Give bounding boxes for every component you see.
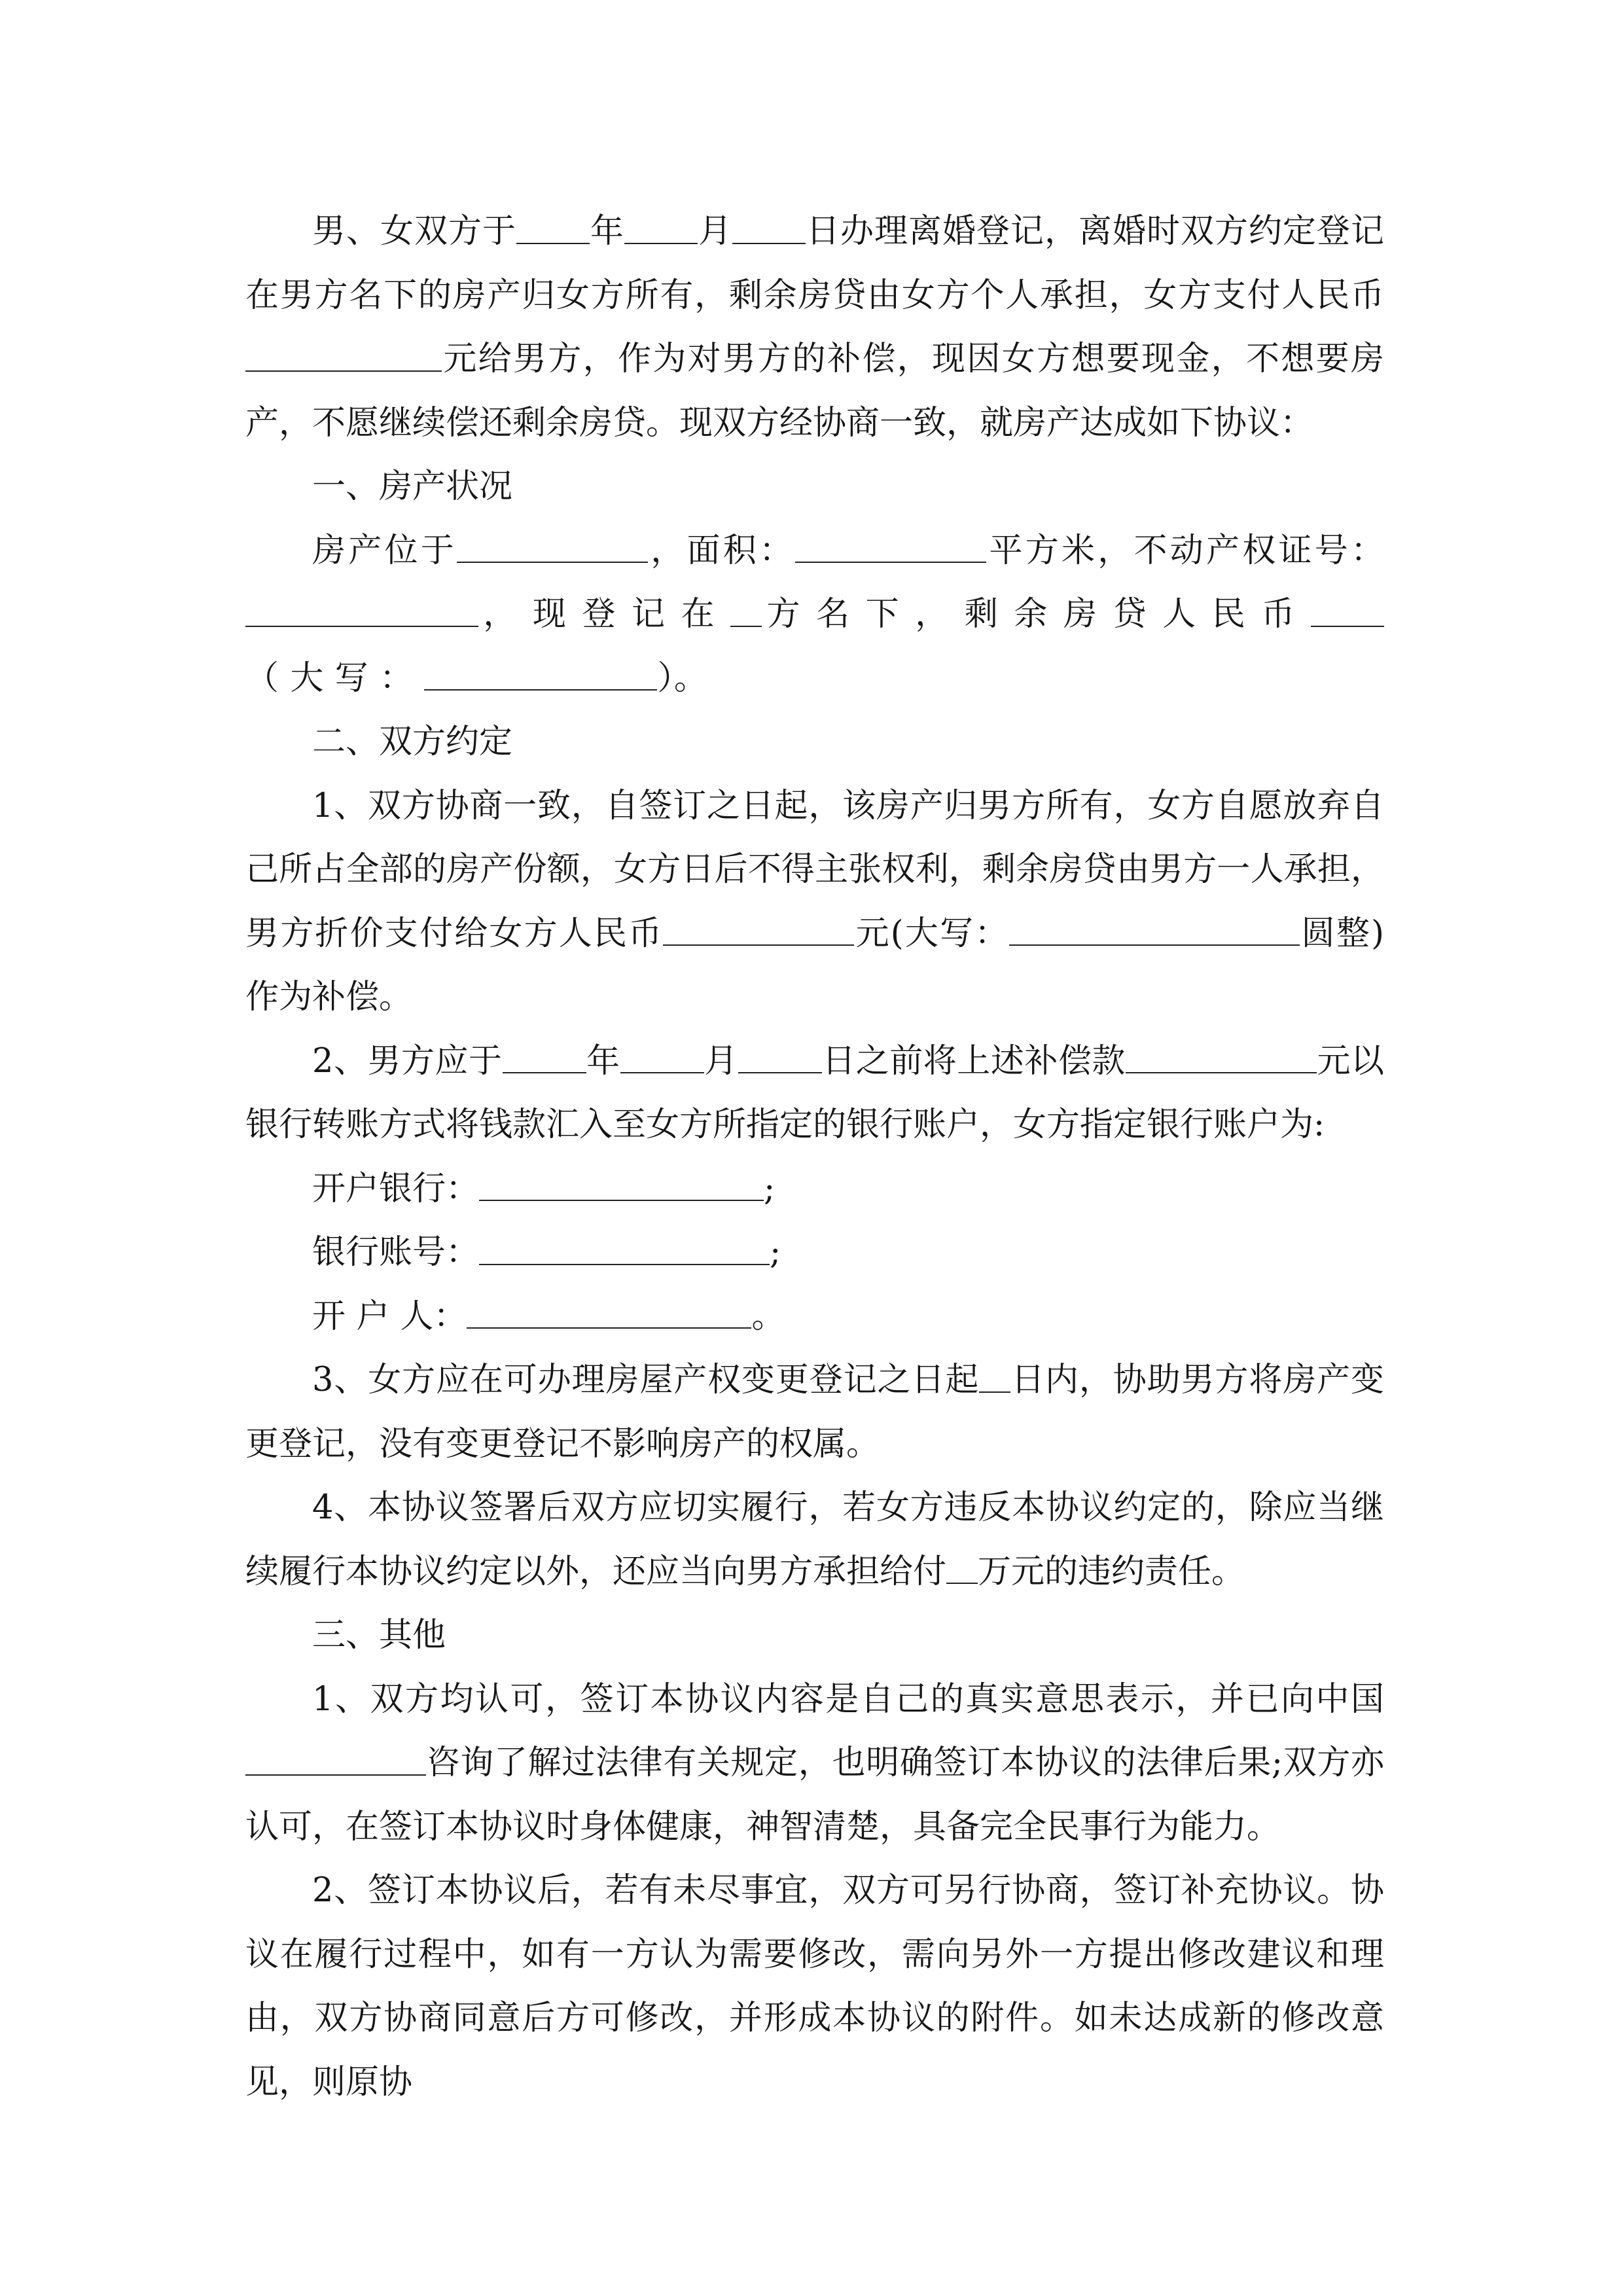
blank-amount[interactable] (245, 338, 442, 371)
clause-paragraph: 1、双方协商一致，自签订之日起，该房产归男方所有，女方自愿放弃自己所占全部的房产份额，女方日后不得主张权利，剩余房贷由男方一人承担，男方折价支付给女方人民币 元(大写： 圆整)作为补偿。 (245, 786, 1384, 1016)
clause-paragraph: 4、本协议签署后双方应切实履行，若女方违反本协议约定的，除应当继续履行本协议约定以外，还应当向男方承担给付 万元的违约责任。 (245, 1488, 1384, 1591)
blank-pay-day[interactable] (738, 1041, 822, 1073)
blank-pay-month[interactable] (620, 1041, 704, 1073)
blank-account-holder[interactable] (467, 1296, 751, 1329)
clause-paragraph: 3、女方应在可办理房屋产权变更登记之日起 日内，协助男方将房产变更登记，没有变更登记不影响房产的权属。 (245, 1361, 1384, 1463)
section-heading: 一、房产状况 (312, 467, 513, 506)
bank-name-line: 开户银行： ; (312, 1169, 776, 1208)
blank-penalty[interactable] (946, 1551, 978, 1584)
blank-bank-name[interactable] (479, 1168, 764, 1201)
blank-bank-account[interactable] (479, 1232, 770, 1265)
blank-owner[interactable] (730, 594, 762, 626)
agreement-body (245, 200, 1384, 2114)
account-holder-line: 开 户 人： 。 (312, 1297, 785, 1336)
blank-loan-uppercase[interactable] (424, 658, 657, 691)
blank-pay-year[interactable] (503, 1041, 586, 1073)
blank-location[interactable] (457, 530, 648, 563)
blank-area[interactable] (795, 530, 986, 563)
bank-account-line: 银行账号： ; (312, 1233, 781, 1272)
blank-day[interactable] (732, 211, 806, 243)
blank-certificate-number[interactable] (245, 594, 478, 626)
clause-paragraph: 2、签订本协议后，若有未尽事宜，双方可另行协商，签订补充协议。协议在履行过程中，如有一方认为需要修改，需向另外一方提出修改建议和理由，双方协商同意后方可修改，并形成本协议的附件。如未达成新的修改意见，则原协 (245, 1871, 1384, 2102)
blank-loan-amount[interactable] (1311, 594, 1384, 626)
blank-consulted-party[interactable] (245, 1742, 426, 1775)
blank-pay-amount[interactable] (1126, 1041, 1317, 1073)
blank-year[interactable] (516, 211, 590, 243)
section-heading: 二、双方约定 (312, 723, 513, 761)
blank-compensation[interactable] (663, 913, 854, 946)
property-paragraph: 房产位于 ，面积： 平方米，不动产权证号：，现登记在 方名下，剩余房贷人民币（大写： ）。 (245, 531, 1384, 698)
section-heading: 三、其他 (312, 1616, 446, 1655)
blank-compensation-uppercase[interactable] (1009, 913, 1300, 946)
clause-paragraph: 2、男方应于 年 月 日之前将上述补偿款 元以银行转账方式将钱款汇入至女方所指定的银行账户，女方指定银行账户为: (245, 1041, 1384, 1144)
blank-days[interactable] (979, 1359, 1010, 1392)
intro-paragraph: 男、女双方于 年 月 日办理离婚登记，离婚时双方约定登记在男方名下的房产归女方所有，剩余房贷由女方个人承担，女方支付人民币元给男方，作为对男方的补偿，现因女方想要现金，不想要房产，不愿继续偿还剩余房贷。现双方经协商一致，就房产达成如下协议： (245, 212, 1384, 442)
blank-month[interactable] (624, 211, 698, 243)
clause-paragraph: 1、双方均认可，签订本协议内容是自己的真实意思表示，并已向中国咨询了解过法律有关规定，也明确签订本协议的法律后果;双方亦认可，在签订本协议时身体健康，神智清楚，具备完全民事行为能力。 (245, 1679, 1384, 1846)
